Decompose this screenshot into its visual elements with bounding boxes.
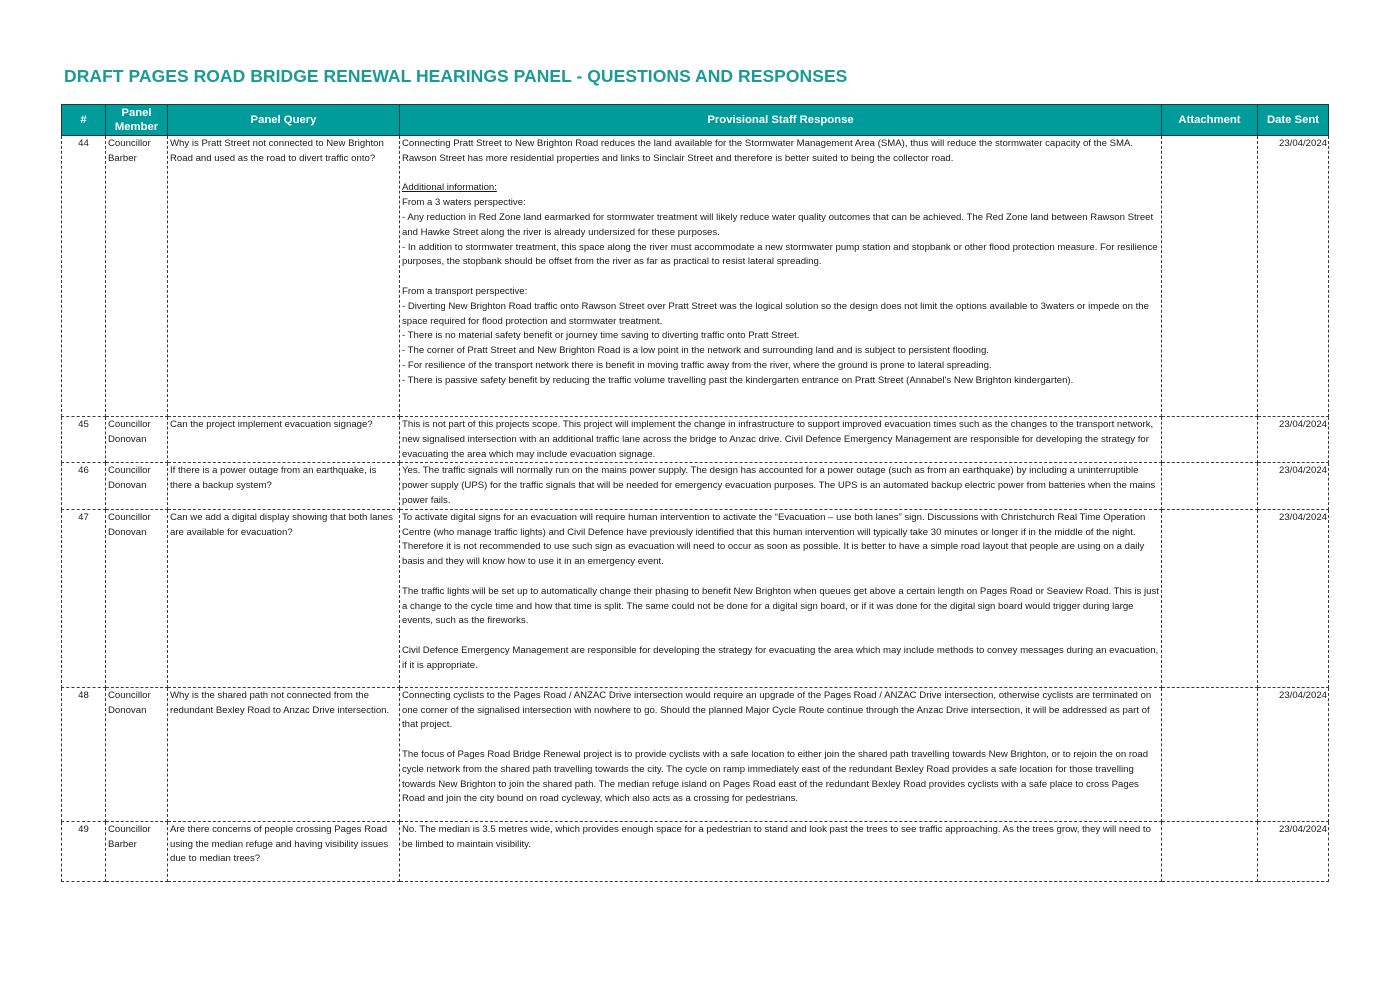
response-paragraph: Yes. The traffic signals will normally run on the mains power supply. The design has accounted for a power outage (such as from an earthquake) by including a uninterruptible power supply (UPS) for the traffic signals that will be needed for emergency evacuation purposes. The UPS is an automated backup electric power from batteries when the mains power fails. [402,465,1156,506]
table-row [62,136,1329,417]
transport-heading: From a transport perspective: [402,285,528,297]
questions-responses-table [61,104,1329,882]
header-panel-query: Panel Query [168,105,400,136]
header-attachment: Attachment [1162,105,1258,136]
table-row [62,463,1329,509]
transport-block [402,285,1159,389]
additional-info-block [402,181,1159,270]
response-paragraph: Connecting Pratt Street to New Brighton Road reduces the land available for the Stormwater Management Area (SMA), thus will reduce the stormwater capacity of the SMA. Rawson Street has more residential properties and links to Sinclair Street and therefore is better suited to being the collector road. [402,138,1134,164]
header-panel-member: Panel Member [106,105,168,136]
panel-query: Why is Pratt Street not connected to New Brighton Road and used as the road to divert traffic onto? [168,136,400,417]
response-paragraph: This is not part of this projects scope. This project will implement the change in infrastructure to support improved evacuation times such as the changes to the transport network, new signalised intersection with an additional traffic lane across the bridge to Anzac drive. Civil Defence Emergency Management are responsible for developing the strategy for evacuating the area which may include evacuation signage. [402,419,1154,460]
staff-response [400,463,1162,509]
transport-point: - There is no material safety benefit or journey time saving to diverting traffic onto Pratt Street. [402,330,800,342]
row-number: 46 [62,463,106,509]
staff-response [400,509,1162,687]
date-sent: 23/04/2024 [1258,509,1329,687]
transport-point: - The corner of Pratt Street and New Brighton Road is a low point in the network and surrounding land and is subject to persistent flooding. [402,345,989,357]
panel-member: Councillor Donovan [106,687,168,821]
panel-query: Can the project implement evacuation signage? [168,417,400,463]
response-paragraph: To activate digital signs for an evacuation will require human intervention to activate the “Evacuation – use both lanes” sign. Discussions with Christchurch Real Time Operation Centre (who manage traffic lights) and Civil Defence have previously identified that this human intervention will typically take 30 minutes or longer if in the middle of the night. Therefore it is not recommended to use such sign as evacuation will need to occur as soon as possible. It is better to have a simple road layout that people are using on a daily basis and they will know how to use it in an emergency event. [402,511,1146,568]
header-date-sent: Date Sent [1258,105,1329,136]
panel-member: Councillor Barber [106,136,168,417]
table-row [62,687,1329,821]
panel-query: If there is a power outage from an earthquake, is there a backup system? [168,463,400,509]
document-title: DRAFT PAGES ROAD BRIDGE RENEWAL HEARINGS PANEL - QUESTIONS AND RESPONSES [64,66,848,86]
header-row [62,105,1329,136]
panel-member: Councillor Donovan [106,509,168,687]
attachment-cell [1162,687,1258,821]
date-sent: 23/04/2024 [1258,463,1329,509]
row-number: 45 [62,417,106,463]
panel-member: Councillor Donovan [106,463,168,509]
row-number: 47 [62,509,106,687]
transport-point: - There is passive safety benefit by reducing the traffic volume travelling past the kindergarten entrance on Pratt Street (Annabel's New Brighton kindergarten). [402,374,1074,386]
panel-member: Councillor Donovan [106,417,168,463]
table-body [62,136,1329,882]
date-sent: 23/04/2024 [1258,687,1329,821]
staff-response [400,136,1162,417]
panel-member: Councillor Barber [106,821,168,881]
response-paragraph: The focus of Pages Road Bridge Renewal project is to provide cyclists with a safe location to either join the shared path travelling towards New Brighton, or to rejoin the on road cycle network from the shared path travelling towards the city. The cycle on ramp immediately east of the redundant Bexley Road provides a safe location for those travelling towards New Brighton to join the shared path. The median refuge island on Pages Road east of the redundant Bexley Road provides cyclists with a safe place to cross Pages Road and join the city bound on road cycleway, which also acts as a crossing for pedestrians. [402,748,1149,805]
attachment-cell [1162,417,1258,463]
table-row [62,417,1329,463]
date-sent: 23/04/2024 [1258,821,1329,881]
table-header [62,105,1329,136]
staff-response [400,687,1162,821]
attachment-cell [1162,136,1258,417]
row-number: 49 [62,821,106,881]
waters-heading: From a 3 waters perspective: [402,197,526,209]
response-paragraph: Connecting cyclists to the Pages Road / ANZAC Drive intersection would require an upgrade of the Pages Road / ANZAC Drive intersection, otherwise cyclists are terminated on one corner of the signalised intersection with nowhere to go. Should the planned Major Cycle Route continue through the Anzac Drive intersection, it will be addressed as part of that project. [402,689,1152,731]
header-staff-response: Provisional Staff Response [400,105,1162,136]
waters-point: - In addition to stormwater treatment, this space along the river must accommodate a new stormwater pump station and stopbank or other flood protection measure. For resilience purposes, the stopbank should be offset from the river as far as practical to resist lateral spreading. [402,241,1158,268]
attachment-cell [1162,463,1258,509]
response-paragraph: Civil Defence Emergency Management are responsible for developing the strategy for evacuating the area which may include methods to convey messages during an evacuation, if it is appropriate. [402,644,1159,671]
header-num: # [62,105,106,136]
table-row [62,821,1329,881]
table-row [62,509,1329,687]
attachment-cell [1162,821,1258,881]
row-number: 44 [62,136,106,417]
panel-query: Are there concerns of people crossing Pages Road using the median refuge and having visibility issues due to median trees? [168,821,400,881]
date-sent: 23/04/2024 [1258,417,1329,463]
transport-point: - Diverting New Brighton Road traffic onto Rawson Street over Pratt Street was the logical solution so the design does not limit the options available to 3waters or impede on the space required for flood protection and stormwater treatment. [402,300,1149,327]
row-number: 48 [62,687,106,821]
date-sent: 23/04/2024 [1258,136,1329,417]
transport-point: - For resilience of the transport network there is benefit in moving traffic away from the river, where the ground is prone to lateral spreading. [402,359,992,371]
staff-response [400,417,1162,463]
response-paragraph: No. The median is 3.5 metres wide, which provides enough space for a pedestrian to stand and look past the trees to see traffic approaching. As the trees grow, they will need to be limbed to maintain visibility. [402,823,1151,850]
additional-info-heading: Additional information: [402,182,497,194]
staff-response [400,821,1162,881]
attachment-cell [1162,509,1258,687]
panel-query: Why is the shared path not connected from the redundant Bexley Road to Anzac Drive intersection. [168,687,400,821]
waters-point: - Any reduction in Red Zone land earmarked for stormwater treatment will likely reduce water quality outcomes that can be achieved. The Red Zone land between Rawson Street and Hawke Street along the river is already undersized for these purposes. [402,211,1154,238]
panel-query: Can we add a digital display showing that both lanes are available for evacuation? [168,509,400,687]
response-paragraph: The traffic lights will be set up to automatically change their phasing to benefit New Brighton when queues get above a certain length on Pages Road or Seaview Road. This is just a change to the cycle time and how that time is split. The same could not be done for a digital sign board, or if it was done for the digital sign board would trigger during large events, such as the fireworks. [402,585,1159,627]
